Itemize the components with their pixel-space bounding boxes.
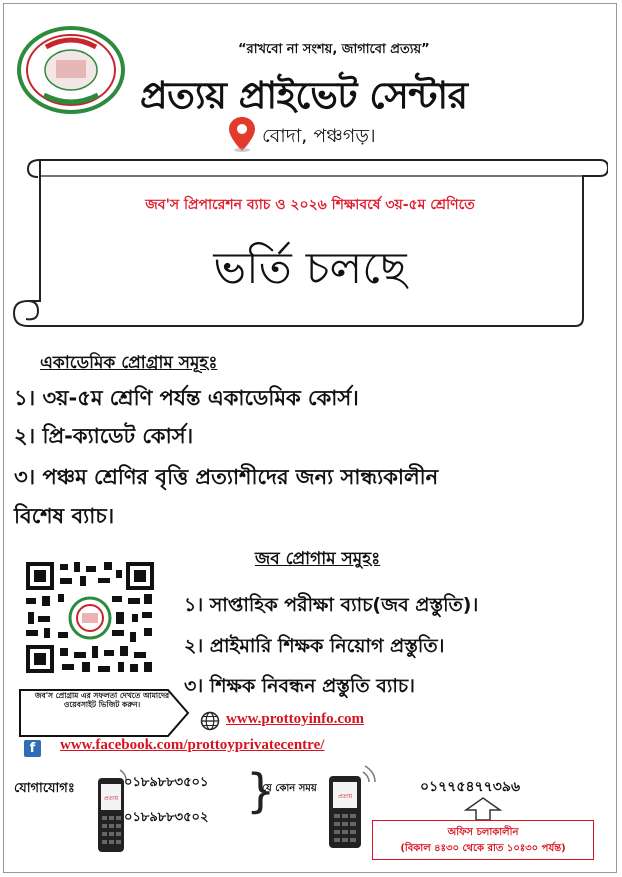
globe-icon <box>200 711 220 731</box>
job-item-3: ৩। শিক্ষক নিবন্ধন প্রস্তুতি ব্যাচ। <box>184 675 415 697</box>
website-link[interactable]: www.prottoyinfo.com <box>226 711 365 727</box>
contact-label: যোগাযোগঃ <box>14 781 75 796</box>
academic-item-1: ১। ৩য়-৫ম শ্রেণি পর্যন্ত একাডেমিক কোর্স। <box>14 386 359 410</box>
academic-item-3-cont: বিশেষ ব্যাচ। <box>14 504 115 528</box>
academic-item-3: ৩। পঞ্চম শ্রেণির বৃত্তি প্রত্যাশীদের জন্য সান্ধ্যকালীন <box>14 465 439 489</box>
office-hours-time: (বিকাল ৪ঃ৩০ থেকে রাত ১০ঃ৩০ পর্যন্ত) <box>400 843 566 854</box>
banner-main-text: ভর্তি চলছে <box>213 243 407 294</box>
office-hours-title: অফিস চলাকালীন <box>447 827 519 838</box>
page-title: প্রত্যয় প্রাইভেট সেন্টার <box>140 74 468 117</box>
academic-item-2: ২। প্রি-ক্যাডেট কোর্স। <box>14 424 194 448</box>
brace-symbol: } <box>246 764 276 818</box>
phone-screen-label: প্রত্যয় <box>103 795 119 802</box>
anytime-label: যে কোন সময় <box>262 783 317 794</box>
job-item-2: ২। প্রাইমারি শিক্ষক নিয়োগ প্রস্তুতি। <box>184 635 445 657</box>
slogan: “রাখবো না সংশয়, জাগাবো প্রত্যয়” <box>238 42 430 57</box>
website-note: জব'স প্রোগ্রাম এর সফলতা দেখতে আমাদের ওয়েবসাইট ভিজিট করুন। <box>34 691 170 710</box>
job-heading: জব প্রোগাম সমুহঃ <box>255 549 381 569</box>
logo-emblem <box>16 25 126 115</box>
academic-heading: একাডেমিক প্রোগ্রাম সমূহঃ <box>40 353 218 373</box>
phone-number-1[interactable]: ০১৮৯৮৮৩৫০১ <box>124 775 209 790</box>
location-pin-icon <box>228 116 256 152</box>
phone-screen-label: প্রত্যয় <box>337 793 353 800</box>
job-item-1: ১। সাপ্তাহিক পরীক্ষা ব্যাচ(জব প্রস্তুতি)। <box>184 594 479 616</box>
office-phone-number[interactable]: ০১৭৭৫৪৭৭৩৯৬ <box>420 779 521 795</box>
up-arrow-icon <box>462 796 504 822</box>
qr-code[interactable] <box>24 560 156 675</box>
phone-number-2[interactable]: ০১৮৯৮৮৩৫০২ <box>124 810 209 825</box>
location-text: বোদা, পঞ্চগড়। <box>262 125 376 147</box>
facebook-icon[interactable]: f <box>24 740 41 757</box>
facebook-link[interactable]: www.facebook.com/prottoyprivatecentre/ <box>60 737 325 753</box>
banner-subtitle: জব'স প্রিপারেশন ব্যাচ ও ২০২৬ শিক্ষাবর্ষে ৩য়-৫ম শ্রেণিতে <box>145 197 475 213</box>
